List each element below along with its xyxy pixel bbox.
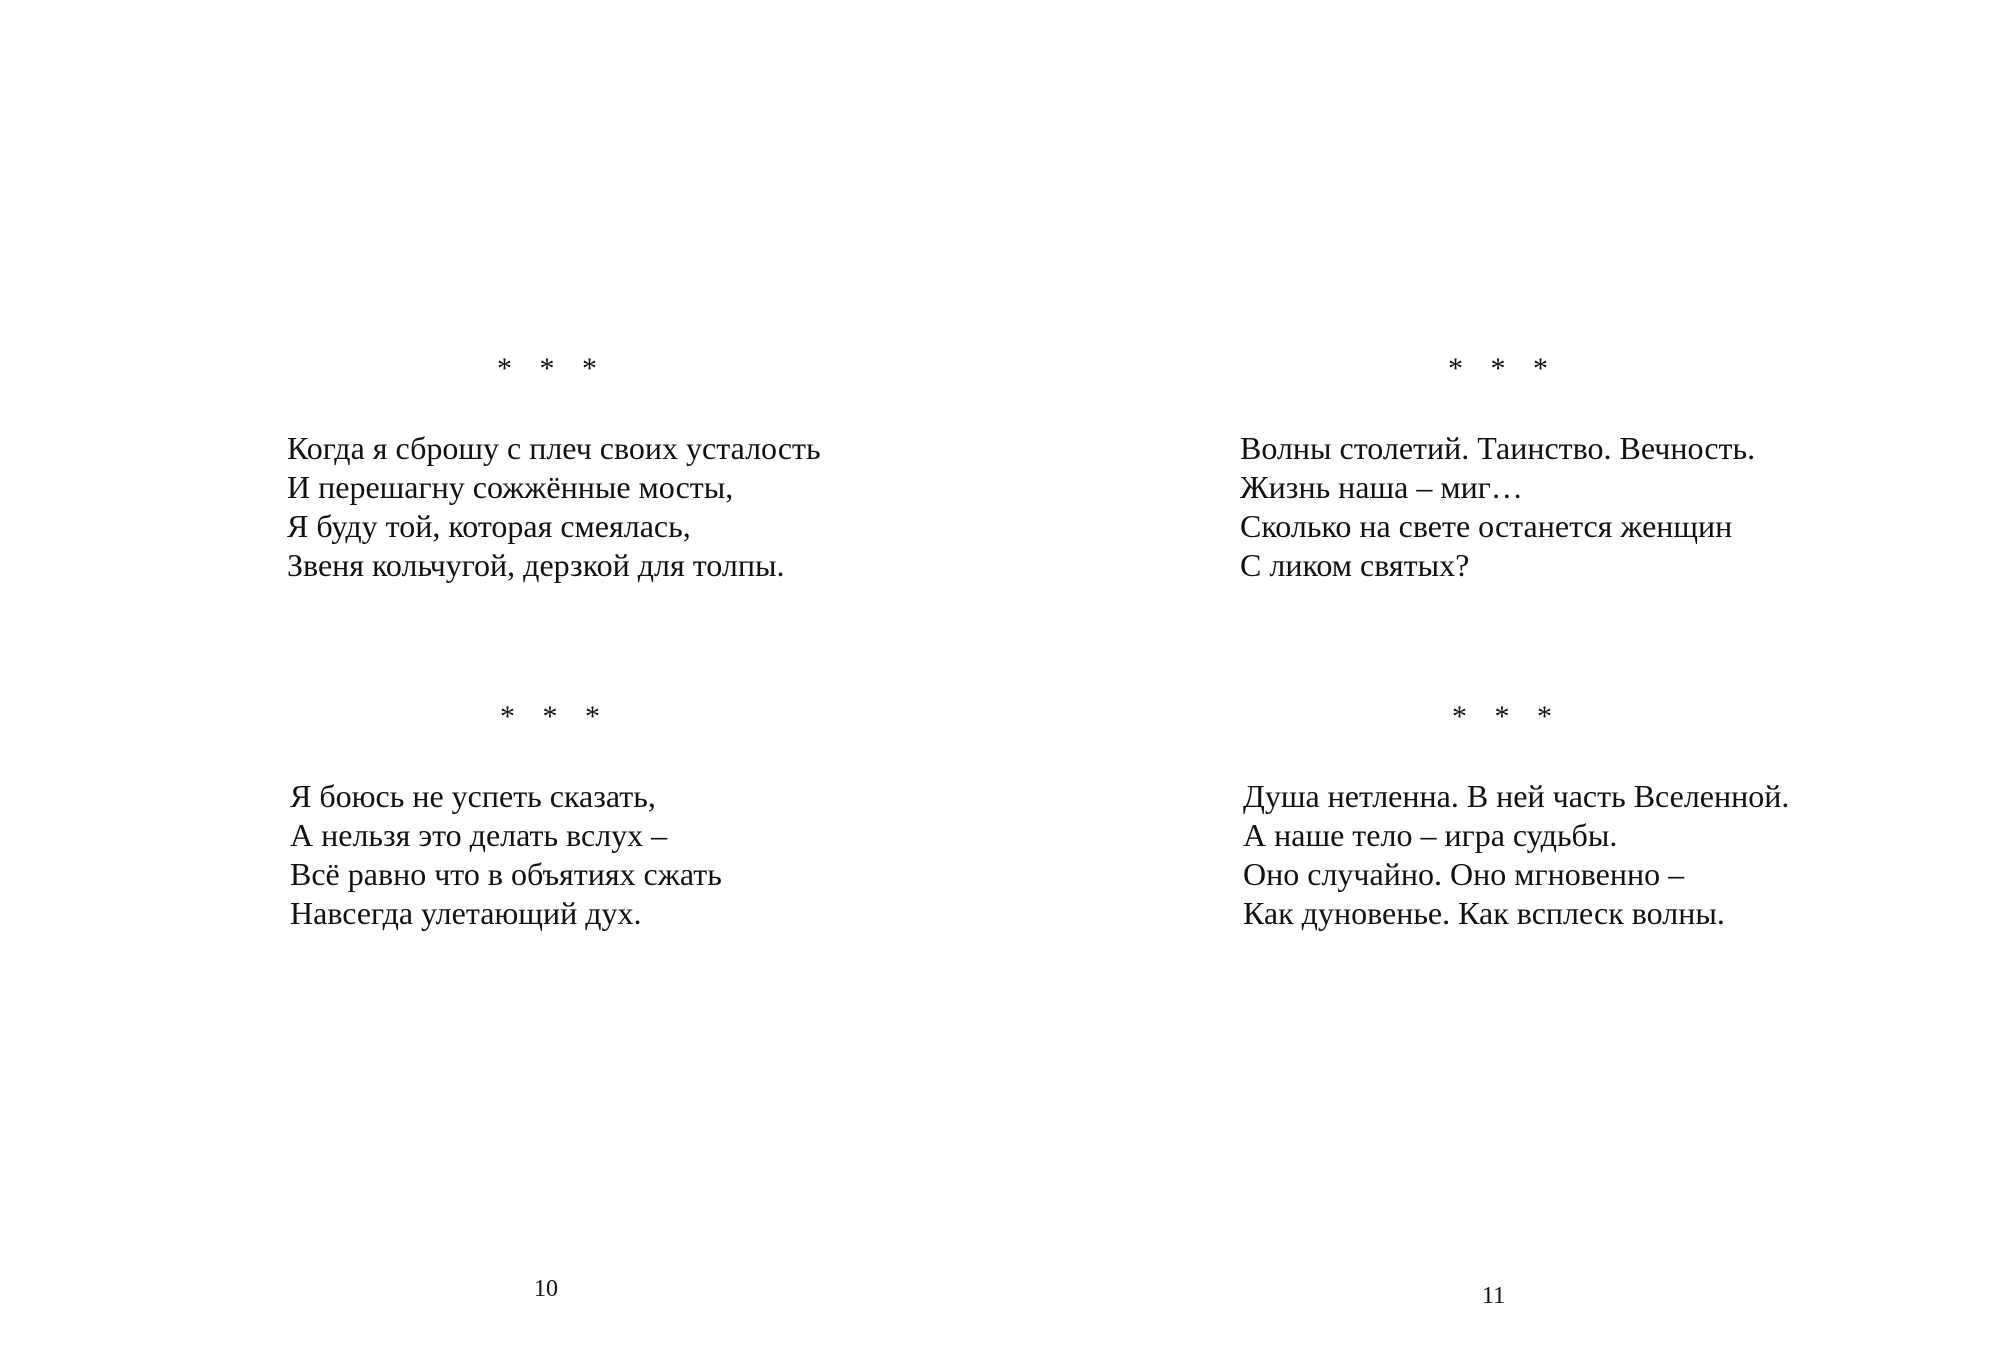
poem-line: А наше тело – игра судьбы. — [1243, 817, 1618, 853]
poem-line: С ликом святых? — [1240, 547, 1470, 583]
poem-line: Волны столетий. Таинство. Вечность. — [1240, 430, 1756, 466]
stanza-separator: * * * — [1448, 352, 1558, 385]
page-number: 10 — [534, 1276, 558, 1302]
poem-line: Звеня кольчугой, дерзкой для толпы. — [287, 547, 785, 583]
poem-line: Навсегда улетающий дух. — [290, 895, 642, 931]
poem — [1240, 429, 1755, 585]
stanza-separator: * * * — [500, 700, 610, 733]
stanza-separator: * * * — [497, 352, 607, 385]
poem-line: Когда я сброшу с плеч своих усталость — [287, 430, 821, 466]
poem-line: И перешагну сожжённые мосты, — [287, 469, 734, 505]
poem-line: А нельзя это делать вслух – — [290, 817, 668, 853]
poem-line: Всё равно что в объятиях сжать — [290, 856, 722, 892]
poem — [287, 429, 821, 585]
poem — [290, 777, 722, 933]
poem-line: Сколько на свете останется женщин — [1240, 508, 1733, 544]
poem-line: Оно случайно. Оно мгновенно – — [1243, 856, 1685, 892]
poem — [1243, 777, 1789, 933]
stanza-separator: * * * — [1452, 700, 1562, 733]
poem-line: Как дуновенье. Как всплеск волны. — [1243, 895, 1725, 931]
poem-line: Я буду той, которая смеялась, — [287, 508, 691, 544]
poem-line: Жизнь наша – миг… — [1240, 469, 1523, 505]
poem-line: Душа нетленна. В ней часть Вселенной. — [1243, 778, 1790, 814]
right-page — [1000, 0, 2000, 1371]
poem-line: Я боюсь не успеть сказать, — [290, 778, 656, 814]
page-number: 11 — [1482, 1283, 1506, 1309]
